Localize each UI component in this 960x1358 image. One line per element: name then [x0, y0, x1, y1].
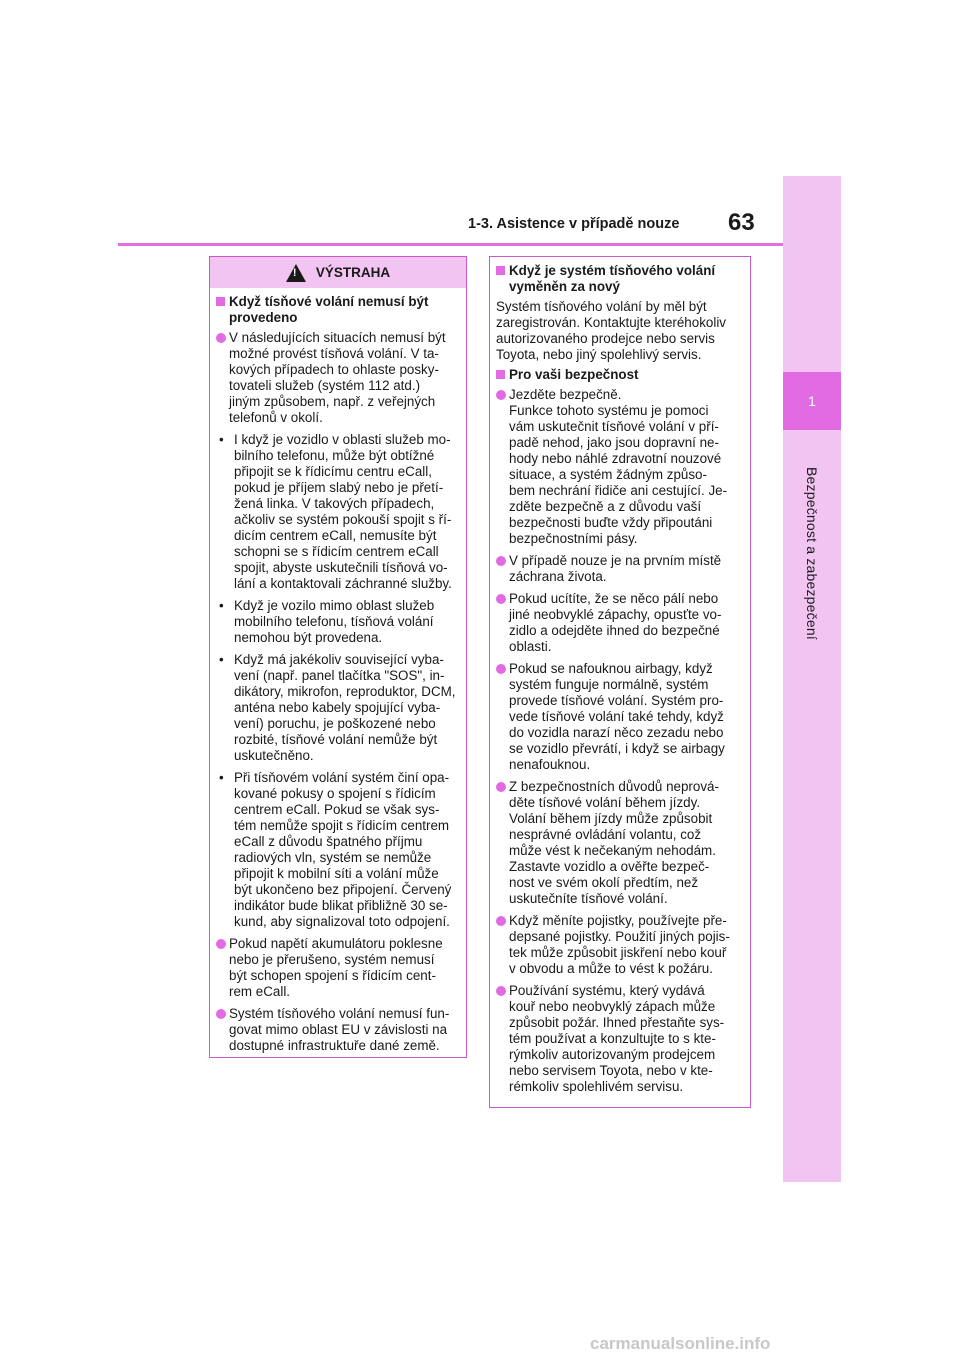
- info-box: [489, 256, 751, 1108]
- info-item-5: Z bezpečnostních důvodů neprová- děte tísňové volání během jízdy. Volání během jízdy může způsobit nesprávné ovládání volantu, což může vést k nečekaným nehodám. Zastavte vozidlo a ověřte bezpeč- nost ve svém okolí předtím, než uskutečníte tísňové volání.: [496, 779, 744, 907]
- info-heading-safety: Pro vaši bezpečnost: [496, 367, 744, 383]
- warning-box: [209, 256, 467, 1058]
- info-item-4: Pokud se nafouknou airbagy, když systém funguje normálně, systém provede tísňové volání. Systém pro- vede tísňové volání také tehdy, když do vozidla narazí něco zezadu nebo se vozidlo převrátí, i když se airbagy nenafouknou.: [496, 661, 744, 773]
- info-heading-replacement: Když je systém tísňového volání vyměněn za nový: [496, 263, 744, 295]
- warning-body: [210, 288, 466, 1054]
- warning-triangle-icon: [286, 264, 306, 282]
- side-tab-number: 1: [783, 372, 841, 430]
- side-tab-label-wrap: [783, 438, 841, 668]
- page-number: 63: [728, 209, 755, 236]
- info-item-7: Používání systému, který vydává kouř nebo neobvyklý zápach může způsobit požár. Ihned přestaňte sys- tém používat a konzultujte to s kte- rýmkoliv autorizovaným prodejcem nebo servisem Toyota, nebo v kte- rémkoliv spolehlivém servisu.: [496, 983, 744, 1095]
- warning-sub-item-3: • Když má jakékoliv související vyba- vení (např. panel tlačítka "SOS", in- dikátory, mikrofon, reproduktor, DCM, anténa nebo kabely spojující vyba- vení) poruchu, je poškozené nebo rozbité, tísňové volání nemůže být uskutečněno.: [216, 652, 460, 764]
- side-tab: [783, 176, 841, 1182]
- watermark-text: carmanualsonline.info: [590, 1334, 771, 1353]
- warning-bullet-1: V následujících situacích nemusí být možné provést tísňová volání. V ta- kových případech to ohlaste posky- tovateli služeb (systém 112 atd.) jiným způsobem, např. z veřejných telefonů v okolí.: [216, 330, 460, 426]
- info-item-3: Pokud ucítíte, že se něco pálí nebo jiné neobvyklé zápachy, opusťte vo- zidlo a odejděte ihned do bezpečné oblasti.: [496, 591, 744, 655]
- section-title: 1-3. Asistence v případě nouze: [468, 216, 680, 232]
- warning-bullet-3: Systém tísňového volání nemusí fun- govat mimo oblast EU v závislosti na dostupné infrastruktuře dané země.: [216, 1006, 460, 1054]
- info-item-2: V případě nouze je na prvním místě záchrana života.: [496, 553, 744, 585]
- info-item-6: Když měníte pojistky, používejte pře- depsané pojistky. Použití jiných pojis- tek může způsobit jiskření nebo kouř v obvodu a může to vést k požáru.: [496, 913, 744, 977]
- warning-sub-item-1: • I když je vozidlo v oblasti služeb mo- bilního telefonu, může být obtížné připojit se k řídicímu centru eCall, pokud je příjem slabý nebo je přetí- žená linka. V takových případech, ačkoliv se systém pokouší spojit s ří- dicím centrem eCall, nemusíte být schopni se s řídicím centrem eCall spojit, abyste uskutečnili tísňová vo- lání a kontaktovali záchranné služby.: [216, 432, 460, 592]
- info-paragraph-registration: Systém tísňového volání by měl být zaregistrován. Kontaktujte kteréhokoliv autorizovaného prodejce nebo servis Toyota, nebo jiný spolehlivý servis.: [496, 299, 726, 362]
- warning-sub-item-4: • Při tísňovém volání systém činí opa- kované pokusy o spojení s řídicím centrem eCall. Pokud se však sys- tém nemůže spojit s řídicím centrem eCall z důvodu špatného příjmu radiových vln, systém se nemůže připojit k mobilní síti a volání může být ukončeno bez připojení. Červený indikátor bude blikat přibližně 30 se- kund, aby signalizoval toto odpojení.: [216, 770, 460, 930]
- warning-bullet-2: Pokud napětí akumulátoru poklesne nebo je přerušeno, systém nemusí být schopen spojení s řídicím cent- rem eCall.: [216, 936, 460, 1000]
- header-rule: [118, 243, 783, 246]
- warning-sub-item-2: • Když je vozilo mimo oblast služeb mobilního telefonu, tísňová volání nemohou být provedena.: [216, 598, 460, 646]
- warning-title: VÝSTRAHA: [315, 265, 391, 280]
- warning-heading: Když tísňové volání nemusí být provedeno: [216, 294, 460, 326]
- warning-header: [210, 257, 466, 288]
- info-item-1: Jezděte bezpečně. Funkce tohoto systému je pomoci vám uskutečnit tísňové volání v pří- padě nehod, jako jsou dopravní ne- hody nebo náhlé zdravotní nouzové situace, a systém žádným způso- bem nechrání řidiče ani cestující. Je- zděte bezpečně a z důvodu vaší bezpečnosti buďte vždy připoutáni bezpečnostními pásy.: [496, 387, 744, 547]
- side-tab-label: Bezpečnost a zabezpečení: [804, 466, 820, 640]
